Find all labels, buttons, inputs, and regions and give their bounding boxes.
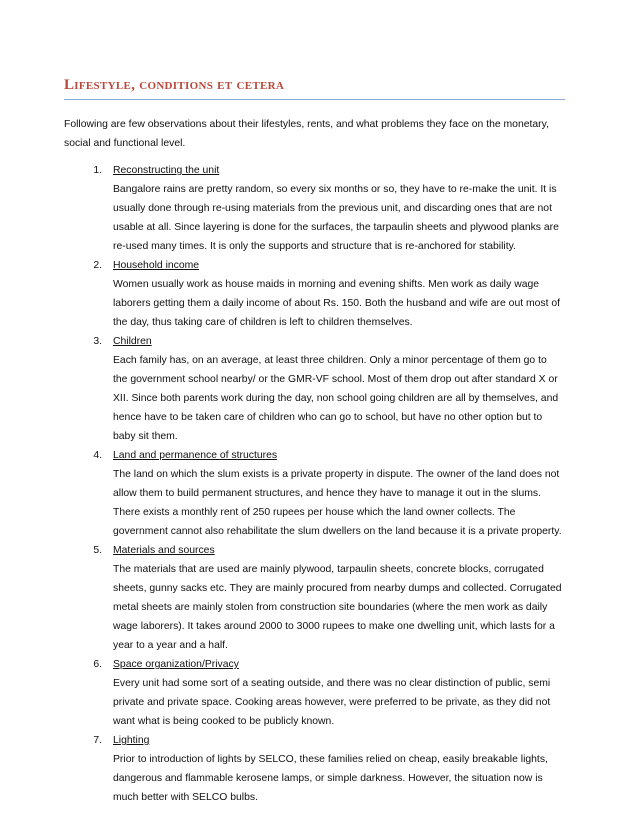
item-number: 4. [93, 450, 102, 461]
item-title: Lighting [113, 735, 150, 746]
list-item-lighting [64, 731, 564, 807]
item-title: Children [113, 336, 152, 347]
item-content [113, 541, 564, 655]
item-number: 1. [93, 165, 102, 176]
observations-list [64, 161, 564, 807]
list-item-materials [64, 541, 564, 655]
intro-paragraph: Following are few observations about their lifestyles, rents, and what problems they face on the monetary, social and functional level. [64, 119, 549, 149]
item-content [113, 256, 564, 332]
item-body: Each family has, on an average, at least three children. Only a minor percentage of them go to the government school nearby/ or the GMR-VF school. Most of them drop out after standard X or XII. Since both parents work during the day, non school going children are all by themselves, and hence have to be taken care of children who can go to school, but have no other option but to baby sit them. [113, 355, 559, 442]
item-content [113, 655, 564, 731]
section-heading: Lifestyle, conditions et cetera [64, 77, 565, 100]
item-content [113, 332, 564, 446]
item-number: 5. [93, 545, 102, 556]
item-title: Space organization/Privacy [113, 659, 239, 670]
item-number: 7. [93, 735, 102, 746]
item-body: The materials that are used are mainly plywood, tarpaulin sheets, concrete blocks, corrugated sheets, gunny sacks etc. They are mainly procured from nearby dumps and collected. Corrugated metal sheets are mainly stolen from construction site boundaries (where the men work as daily wage laborers). It takes around 2000 to 3000 rupees to make one dwelling unit, which lasts for a year to a year and a half. [113, 564, 562, 651]
item-body: Bangalore rains are pretty random, so every six months or so, they have to re-make the unit. It is usually done through re-using materials from the previous unit, and discarding ones that are not usable at all. Since layering is done for the surfaces, the tarpaulin sheets and plywood planks are re-used many times. It is only the supports and structure that is re-anchored for stability. [113, 184, 559, 252]
item-title: Household income [113, 260, 200, 271]
list-item-space-organization [64, 655, 564, 731]
item-body: The land on which the slum exists is a private property in dispute. The owner of the land does not allow them to build permanent structures, and hence they have to manage it out in the slums. There exists a monthly rent of 250 rupees per house which the land owner collects. The government cannot also rehabilitate the slum dwellers on the land because it is a private property. [113, 469, 562, 537]
list-item-children [64, 332, 564, 446]
list-item-reconstructing [64, 161, 564, 256]
item-number: 2. [93, 260, 102, 271]
item-number: 6. [93, 659, 102, 670]
item-title: Land and permanence of structures [113, 450, 278, 461]
item-content [113, 731, 564, 807]
item-content [113, 161, 564, 256]
item-number: 3. [93, 336, 102, 347]
item-title: Reconstructing the unit [113, 165, 220, 176]
item-content [113, 446, 564, 541]
item-body: Every unit had some sort of a seating outside, and there was no clear distinction of public, semi private and private space. Cooking areas however, were preferred to be private, as they did not want what is being cooked to be publicly known. [113, 678, 551, 727]
item-body: Women usually work as house maids in morning and evening shifts. Men work as daily wage laborers getting them a daily income of about Rs. 150. Both the husband and wife are out most of the day, thus taking care of children is left to children themselves. [113, 279, 561, 328]
list-item-land [64, 446, 564, 541]
list-item-household-income [64, 256, 564, 332]
item-title: Materials and sources [113, 545, 215, 556]
item-body: Prior to introduction of lights by SELCO, these families relied on cheap, easily breakable lights, dangerous and flammable kerosene lamps, or simple darkness. However, the situation now is much better with SELCO bulbs. [113, 754, 548, 803]
